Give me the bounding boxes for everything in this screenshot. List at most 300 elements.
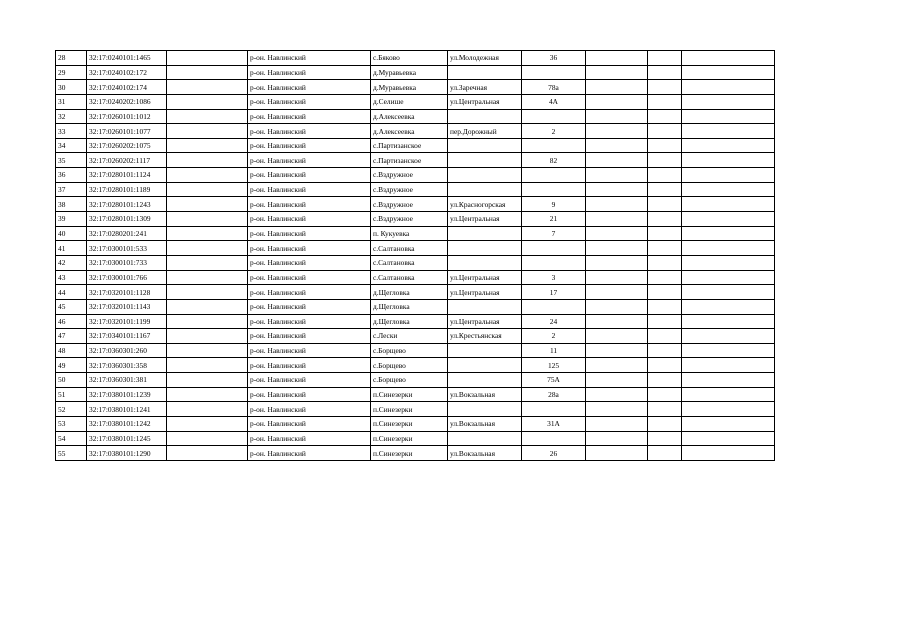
street-cell: ул.Заречная (448, 80, 522, 95)
empty-cell (586, 153, 648, 168)
empty-cell (682, 255, 775, 270)
house-number-cell: 2 (522, 329, 586, 344)
cadastral-number-cell: 32:17:0260202:1075 (87, 138, 167, 153)
table-row (56, 285, 775, 300)
settlement-cell: с.Борщево (371, 343, 448, 358)
empty-cell (648, 387, 682, 402)
cadastral-number-cell: 32:17:0380101:1245 (87, 431, 167, 446)
cadastral-number-cell: 32:17:0280201:241 (87, 226, 167, 241)
table-row (56, 343, 775, 358)
settlement-cell: п.Синезерки (371, 387, 448, 402)
street-cell (448, 431, 522, 446)
house-number-cell: 17 (522, 285, 586, 300)
settlement-cell: с.Лески (371, 329, 448, 344)
empty-cell (167, 285, 248, 300)
empty-cell (682, 314, 775, 329)
empty-cell (167, 358, 248, 373)
house-number-cell: 4А (522, 94, 586, 109)
empty-cell (586, 212, 648, 227)
table-row (56, 51, 775, 66)
settlement-cell: с.Вздружное (371, 168, 448, 183)
house-number-cell (522, 241, 586, 256)
cadastral-number-cell: 32:17:0300101:733 (87, 255, 167, 270)
district-cell: р-он. Навлинский (248, 387, 371, 402)
street-cell (448, 65, 522, 80)
settlement-cell: д.Селише (371, 94, 448, 109)
row-number-cell: 34 (56, 138, 87, 153)
district-cell: р-он. Навлинский (248, 226, 371, 241)
empty-cell (682, 241, 775, 256)
table-row (56, 226, 775, 241)
empty-cell (648, 329, 682, 344)
cadastral-number-cell: 32:17:0240202:1086 (87, 94, 167, 109)
empty-cell (167, 109, 248, 124)
empty-cell (167, 212, 248, 227)
empty-cell (586, 285, 648, 300)
empty-cell (648, 446, 682, 461)
empty-cell (586, 329, 648, 344)
cadastral-number-cell: 32:17:0280101:1124 (87, 168, 167, 183)
row-number-cell: 40 (56, 226, 87, 241)
settlement-cell: с.Вздружное (371, 212, 448, 227)
empty-cell (648, 212, 682, 227)
table-row (56, 182, 775, 197)
house-number-cell: 24 (522, 314, 586, 329)
street-cell: ул.Центральная (448, 270, 522, 285)
house-number-cell (522, 402, 586, 417)
row-number-cell: 38 (56, 197, 87, 212)
district-cell: р-он. Навлинский (248, 314, 371, 329)
row-number-cell: 55 (56, 446, 87, 461)
empty-cell (167, 124, 248, 139)
row-number-cell: 42 (56, 255, 87, 270)
table-row (56, 124, 775, 139)
house-number-cell (522, 65, 586, 80)
cadastral-number-cell: 32:17:0360301:381 (87, 373, 167, 388)
district-cell: р-он. Навлинский (248, 431, 371, 446)
empty-cell (167, 314, 248, 329)
empty-cell (167, 270, 248, 285)
empty-cell (682, 182, 775, 197)
empty-cell (167, 182, 248, 197)
empty-cell (586, 358, 648, 373)
empty-cell (167, 168, 248, 183)
settlement-cell: д.Алексеевка (371, 109, 448, 124)
settlement-cell: д.Щегловка (371, 285, 448, 300)
settlement-cell: с.Партизанское (371, 153, 448, 168)
cadastral-number-cell: 32:17:0360301:260 (87, 343, 167, 358)
table-row (56, 65, 775, 80)
registry-table (55, 50, 775, 461)
empty-cell (167, 402, 248, 417)
settlement-cell: с.Салтановка (371, 255, 448, 270)
empty-cell (167, 197, 248, 212)
district-cell: р-он. Навлинский (248, 299, 371, 314)
district-cell: р-он. Навлинский (248, 124, 371, 139)
empty-cell (586, 299, 648, 314)
settlement-cell: д.Алексеевка (371, 124, 448, 139)
street-cell: ул.Крестьянская (448, 329, 522, 344)
empty-cell (648, 168, 682, 183)
house-number-cell (522, 168, 586, 183)
table-row (56, 446, 775, 461)
house-number-cell: 7 (522, 226, 586, 241)
table-row (56, 402, 775, 417)
house-number-cell: 11 (522, 343, 586, 358)
table-row (56, 358, 775, 373)
street-cell (448, 402, 522, 417)
street-cell (448, 138, 522, 153)
settlement-cell: д.Щегловка (371, 314, 448, 329)
district-cell: р-он. Навлинский (248, 109, 371, 124)
row-number-cell: 41 (56, 241, 87, 256)
cadastral-number-cell: 32:17:0360301:358 (87, 358, 167, 373)
settlement-cell: с.Борщево (371, 358, 448, 373)
street-cell (448, 182, 522, 197)
street-cell: ул.Вокзальная (448, 446, 522, 461)
table-row (56, 168, 775, 183)
district-cell: р-он. Навлинский (248, 168, 371, 183)
street-cell (448, 358, 522, 373)
empty-cell (648, 431, 682, 446)
district-cell: р-он. Навлинский (248, 182, 371, 197)
cadastral-number-cell: 32:17:0320101:1199 (87, 314, 167, 329)
empty-cell (167, 153, 248, 168)
street-cell (448, 255, 522, 270)
empty-cell (586, 417, 648, 432)
empty-cell (167, 299, 248, 314)
empty-cell (586, 402, 648, 417)
street-cell (448, 168, 522, 183)
empty-cell (586, 387, 648, 402)
street-cell: ул.Центральная (448, 94, 522, 109)
empty-cell (682, 65, 775, 80)
empty-cell (682, 51, 775, 66)
empty-cell (648, 255, 682, 270)
district-cell: р-он. Навлинский (248, 65, 371, 80)
empty-cell (682, 343, 775, 358)
empty-cell (682, 94, 775, 109)
district-cell: р-он. Навлинский (248, 417, 371, 432)
empty-cell (167, 80, 248, 95)
district-cell: р-он. Навлинский (248, 80, 371, 95)
row-number-cell: 30 (56, 80, 87, 95)
row-number-cell: 36 (56, 168, 87, 183)
street-cell: ул.Вокзальная (448, 387, 522, 402)
street-cell: пер.Дорожный (448, 124, 522, 139)
empty-cell (682, 270, 775, 285)
row-number-cell: 50 (56, 373, 87, 388)
street-cell (448, 226, 522, 241)
empty-cell (167, 417, 248, 432)
district-cell: р-он. Навлинский (248, 255, 371, 270)
table-row (56, 197, 775, 212)
street-cell: ул.Центральная (448, 314, 522, 329)
empty-cell (648, 109, 682, 124)
table-row (56, 255, 775, 270)
empty-cell (682, 299, 775, 314)
cadastral-number-cell: 32:17:0260202:1117 (87, 153, 167, 168)
row-number-cell: 28 (56, 51, 87, 66)
row-number-cell: 46 (56, 314, 87, 329)
empty-cell (682, 153, 775, 168)
row-number-cell: 31 (56, 94, 87, 109)
empty-cell (682, 197, 775, 212)
street-cell (448, 373, 522, 388)
district-cell: р-он. Навлинский (248, 212, 371, 227)
settlement-cell: д.Щегловка (371, 299, 448, 314)
empty-cell (586, 446, 648, 461)
empty-cell (648, 153, 682, 168)
row-number-cell: 51 (56, 387, 87, 402)
empty-cell (586, 109, 648, 124)
house-number-cell (522, 299, 586, 314)
empty-cell (586, 197, 648, 212)
table-row (56, 270, 775, 285)
cadastral-number-cell: 32:17:0300101:766 (87, 270, 167, 285)
house-number-cell: 26 (522, 446, 586, 461)
settlement-cell: с.Вздружное (371, 197, 448, 212)
settlement-cell: п.Синезерки (371, 446, 448, 461)
empty-cell (648, 51, 682, 66)
empty-cell (682, 226, 775, 241)
district-cell: р-он. Навлинский (248, 343, 371, 358)
cadastral-number-cell: 32:17:0240102:172 (87, 65, 167, 80)
empty-cell (648, 285, 682, 300)
house-number-cell: 2 (522, 124, 586, 139)
settlement-cell: д.Муравьевка (371, 80, 448, 95)
empty-cell (167, 329, 248, 344)
empty-cell (586, 94, 648, 109)
cadastral-number-cell: 32:17:0380101:1242 (87, 417, 167, 432)
empty-cell (648, 182, 682, 197)
district-cell: р-он. Навлинский (248, 197, 371, 212)
district-cell: р-он. Навлинский (248, 138, 371, 153)
empty-cell (682, 431, 775, 446)
table-row (56, 138, 775, 153)
empty-cell (586, 241, 648, 256)
house-number-cell (522, 138, 586, 153)
table-row (56, 299, 775, 314)
cadastral-number-cell: 32:17:0320101:1128 (87, 285, 167, 300)
row-number-cell: 35 (56, 153, 87, 168)
house-number-cell: 31А (522, 417, 586, 432)
empty-cell (648, 124, 682, 139)
district-cell: р-он. Навлинский (248, 94, 371, 109)
empty-cell (586, 168, 648, 183)
empty-cell (648, 241, 682, 256)
house-number-cell: 75А (522, 373, 586, 388)
house-number-cell: 28а (522, 387, 586, 402)
empty-cell (648, 270, 682, 285)
cadastral-number-cell: 32:17:0240101:1465 (87, 51, 167, 66)
empty-cell (648, 314, 682, 329)
settlement-cell: с.Вздружное (371, 182, 448, 197)
empty-cell (648, 373, 682, 388)
empty-cell (167, 343, 248, 358)
empty-cell (648, 65, 682, 80)
empty-cell (586, 314, 648, 329)
district-cell: р-он. Навлинский (248, 358, 371, 373)
empty-cell (648, 138, 682, 153)
settlement-cell: п.Синезерки (371, 431, 448, 446)
settlement-cell: п. Кукуевка (371, 226, 448, 241)
house-number-cell (522, 431, 586, 446)
row-number-cell: 47 (56, 329, 87, 344)
empty-cell (586, 80, 648, 95)
house-number-cell: 36 (522, 51, 586, 66)
empty-cell (586, 373, 648, 388)
table-row (56, 109, 775, 124)
cadastral-number-cell: 32:17:0280101:1189 (87, 182, 167, 197)
cadastral-number-cell: 32:17:0240102:174 (87, 80, 167, 95)
row-number-cell: 48 (56, 343, 87, 358)
empty-cell (167, 387, 248, 402)
district-cell: р-он. Навлинский (248, 446, 371, 461)
house-number-cell: 82 (522, 153, 586, 168)
table-row (56, 373, 775, 388)
empty-cell (682, 358, 775, 373)
house-number-cell: 21 (522, 212, 586, 227)
row-number-cell: 44 (56, 285, 87, 300)
empty-cell (586, 65, 648, 80)
row-number-cell: 45 (56, 299, 87, 314)
empty-cell (648, 343, 682, 358)
empty-cell (682, 417, 775, 432)
house-number-cell: 3 (522, 270, 586, 285)
settlement-cell: с.Салтановка (371, 270, 448, 285)
empty-cell (648, 402, 682, 417)
district-cell: р-он. Навлинский (248, 373, 371, 388)
district-cell: р-он. Навлинский (248, 402, 371, 417)
empty-cell (682, 138, 775, 153)
settlement-cell: с.Партизанское (371, 138, 448, 153)
empty-cell (648, 226, 682, 241)
cadastral-number-cell: 32:17:0280101:1243 (87, 197, 167, 212)
table-row (56, 80, 775, 95)
street-cell (448, 241, 522, 256)
row-number-cell: 52 (56, 402, 87, 417)
street-cell: ул.Молодежная (448, 51, 522, 66)
district-cell: р-он. Навлинский (248, 329, 371, 344)
empty-cell (648, 80, 682, 95)
empty-cell (167, 51, 248, 66)
district-cell: р-он. Навлинский (248, 51, 371, 66)
empty-cell (682, 285, 775, 300)
empty-cell (648, 197, 682, 212)
empty-cell (682, 212, 775, 227)
street-cell (448, 299, 522, 314)
house-number-cell: 125 (522, 358, 586, 373)
house-number-cell (522, 255, 586, 270)
row-number-cell: 29 (56, 65, 87, 80)
empty-cell (682, 80, 775, 95)
street-cell: ул.Вокзальная (448, 417, 522, 432)
empty-cell (586, 255, 648, 270)
street-cell: ул.Красногорская (448, 197, 522, 212)
empty-cell (586, 138, 648, 153)
cadastral-number-cell: 32:17:0260101:1012 (87, 109, 167, 124)
district-cell: р-он. Навлинский (248, 285, 371, 300)
empty-cell (648, 417, 682, 432)
row-number-cell: 37 (56, 182, 87, 197)
empty-cell (586, 182, 648, 197)
empty-cell (682, 446, 775, 461)
cadastral-number-cell: 32:17:0380101:1241 (87, 402, 167, 417)
empty-cell (682, 124, 775, 139)
house-number-cell (522, 109, 586, 124)
empty-cell (648, 94, 682, 109)
settlement-cell: п.Синезерки (371, 417, 448, 432)
street-cell (448, 109, 522, 124)
district-cell: р-он. Навлинский (248, 153, 371, 168)
cadastral-number-cell: 32:17:0320101:1143 (87, 299, 167, 314)
row-number-cell: 32 (56, 109, 87, 124)
row-number-cell: 39 (56, 212, 87, 227)
empty-cell (167, 94, 248, 109)
row-number-cell: 54 (56, 431, 87, 446)
empty-cell (682, 402, 775, 417)
empty-cell (167, 255, 248, 270)
empty-cell (682, 387, 775, 402)
row-number-cell: 49 (56, 358, 87, 373)
table-row (56, 241, 775, 256)
empty-cell (586, 124, 648, 139)
district-cell: р-он. Навлинский (248, 241, 371, 256)
settlement-cell: с.Борщево (371, 373, 448, 388)
settlement-cell: п.Синезерки (371, 402, 448, 417)
empty-cell (586, 431, 648, 446)
table-row (56, 153, 775, 168)
settlement-cell: д.Муравьевка (371, 65, 448, 80)
empty-cell (648, 299, 682, 314)
table-row (56, 417, 775, 432)
empty-cell (586, 343, 648, 358)
empty-cell (586, 51, 648, 66)
table-row (56, 314, 775, 329)
street-cell: ул.Центральная (448, 285, 522, 300)
table-row (56, 387, 775, 402)
empty-cell (167, 241, 248, 256)
empty-cell (167, 65, 248, 80)
empty-cell (167, 226, 248, 241)
empty-cell (586, 270, 648, 285)
street-cell (448, 153, 522, 168)
table-row (56, 94, 775, 109)
empty-cell (682, 329, 775, 344)
empty-cell (586, 226, 648, 241)
house-number-cell: 78а (522, 80, 586, 95)
empty-cell (648, 358, 682, 373)
table-row (56, 329, 775, 344)
cadastral-number-cell: 32:17:0260101:1077 (87, 124, 167, 139)
empty-cell (682, 109, 775, 124)
house-number-cell: 9 (522, 197, 586, 212)
row-number-cell: 53 (56, 417, 87, 432)
empty-cell (682, 373, 775, 388)
empty-cell (167, 446, 248, 461)
table-row (56, 212, 775, 227)
street-cell: ул.Центральная (448, 212, 522, 227)
street-cell (448, 343, 522, 358)
empty-cell (167, 373, 248, 388)
cadastral-number-cell: 32:17:0280101:1309 (87, 212, 167, 227)
cadastral-number-cell: 32:17:0380101:1290 (87, 446, 167, 461)
district-cell: р-он. Навлинский (248, 270, 371, 285)
table-row (56, 431, 775, 446)
settlement-cell: с.Салтановка (371, 241, 448, 256)
row-number-cell: 33 (56, 124, 87, 139)
